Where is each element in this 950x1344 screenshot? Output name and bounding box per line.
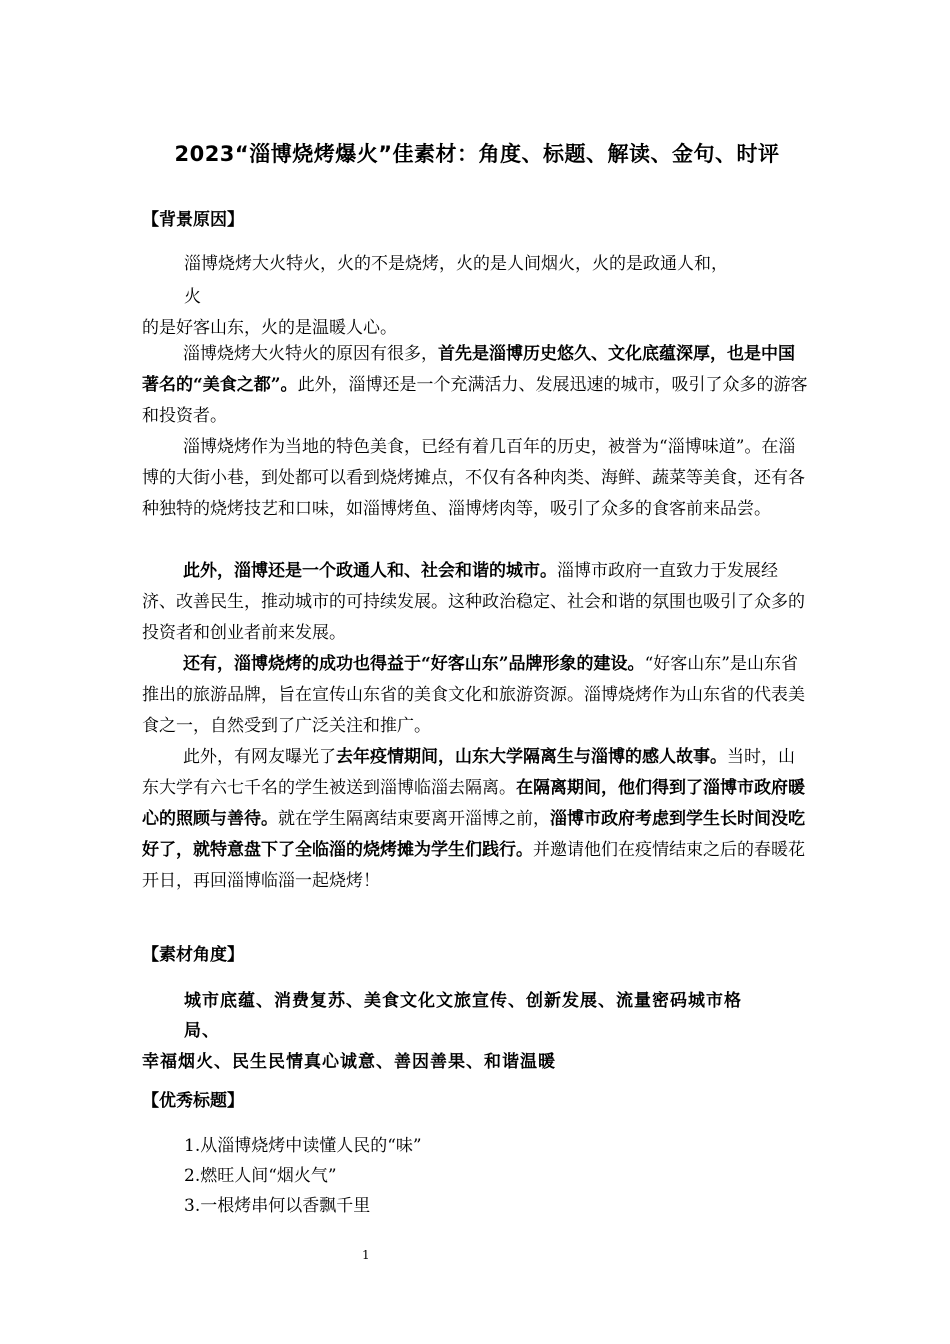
paragraph-2-emphasis: 首先是淄博历史悠久、文化底蕴深厚，也是中国著名的“美食之都”。 (142, 344, 795, 395)
document-title: 2023“淄博烧烤爆火”佳素材：角度、标题、解读、金句、时评 (174, 142, 780, 166)
paragraph-6-text-e: 就在学生隔离结束要离开淄博之前， (278, 809, 550, 829)
page-number: 1 (362, 1248, 370, 1262)
paragraph-2-text-c: 此外，淄博还是一个充满活力、发展迅速的城市，吸引了众多的游客和投资者。 (142, 375, 808, 426)
angles-line-3: 幸福烟火、民生民情真心诚意、善因善果、和谐温暖 (142, 1052, 556, 1072)
section-heading-angles: 【素材角度】 (142, 945, 244, 965)
paragraph-1-line-3: 的是好客山东，火的是温暖人心。 (142, 318, 397, 338)
paragraph-6-text-c: 当时，山东大学有六七千名的学生被送到淄博临淄去隔离。 (142, 747, 795, 798)
paragraph-4-emphasis: 此外，淄博还是一个政通人和、社会和谐的城市。 (183, 561, 557, 581)
paragraph-6-text-g: 并邀请他们在疫情结束之后的春暖花开日，再回淄博临淄一起烧烤！ (142, 840, 805, 891)
title-list-item-2: 2.燃旺人间“烟火气” (184, 1166, 337, 1186)
paragraph-3: 淄博烧烤作为当地的特色美食，已经有着几百年的历史，被誉为“淄博味道”。在淄博的大街小巷，到处都可以看到烧烤摊点，不仅有各种肉类、海鲜、蔬菜等美食，还有各种独特的烧烤技艺和口味，如淄博烤鱼、淄博烤肉等，吸引了众多的食客前来品尝。 (142, 437, 805, 519)
paragraph-6-emphasis-b: 去年疫情期间，山东大学隔离生与淄博的感人故事。 (336, 747, 727, 767)
section-heading-titles: 【优秀标题】 (142, 1091, 244, 1111)
paragraph-1-line-2: 火 (184, 287, 201, 307)
paragraph-2-text-a: 淄博烧烤大火特火的原因有很多， (183, 344, 438, 364)
section-heading-background: 【背景原因】 (142, 210, 244, 230)
paragraph-6-emphasis-f: 淄博市政府考虑到学生长时间没吃好了，就特意盘下了全临淄的烧烤摊为学生们践行。 (142, 809, 805, 860)
paragraph-1-line-1: 淄博烧烤大火特火，火的不是烧烤，火的是人间烟火，火的是政通人和， (184, 254, 728, 274)
paragraph-2 (142, 339, 808, 432)
paragraph-4 (142, 556, 808, 649)
title-list-item-3: 3.一根烤串何以香飘千里 (184, 1196, 371, 1216)
paragraph-6 (142, 742, 808, 897)
paragraph-5-emphasis: 还有，淄博烧烤的成功也得益于“好客山东”品牌形象的建设。 (183, 654, 645, 674)
angles-line-1: 城市底蕴、消费复苏、美食文化文旅宣传、创新发展、流量密码城市格 (184, 991, 742, 1011)
paragraph-5-text: “好客山东”是山东省推出的旅游品牌，旨在宣传山东省的美食文化和旅游资源。淄博烧烤作为山东省的代表美食之一，自然受到了广泛关注和推广。 (142, 654, 805, 736)
paragraph-6-emphasis-d: 在隔离期间，他们得到了淄博市政府暖心的照顾与善待。 (142, 778, 805, 829)
paragraph-5 (142, 649, 808, 742)
paragraph-6-text-a: 此外，有网友曝光了 (183, 747, 336, 767)
paragraph-4-text: 淄博市政府一直致力于发展经济、改善民生，推动城市的可持续发展。这种政治稳定、社会和谐的氛围也吸引了众多的投资者和创业者前来发展。 (142, 561, 805, 643)
title-list-item-1: 1.从淄博烧烤中读懂人民的“味” (184, 1136, 422, 1156)
angles-line-2: 局、 (184, 1021, 220, 1041)
